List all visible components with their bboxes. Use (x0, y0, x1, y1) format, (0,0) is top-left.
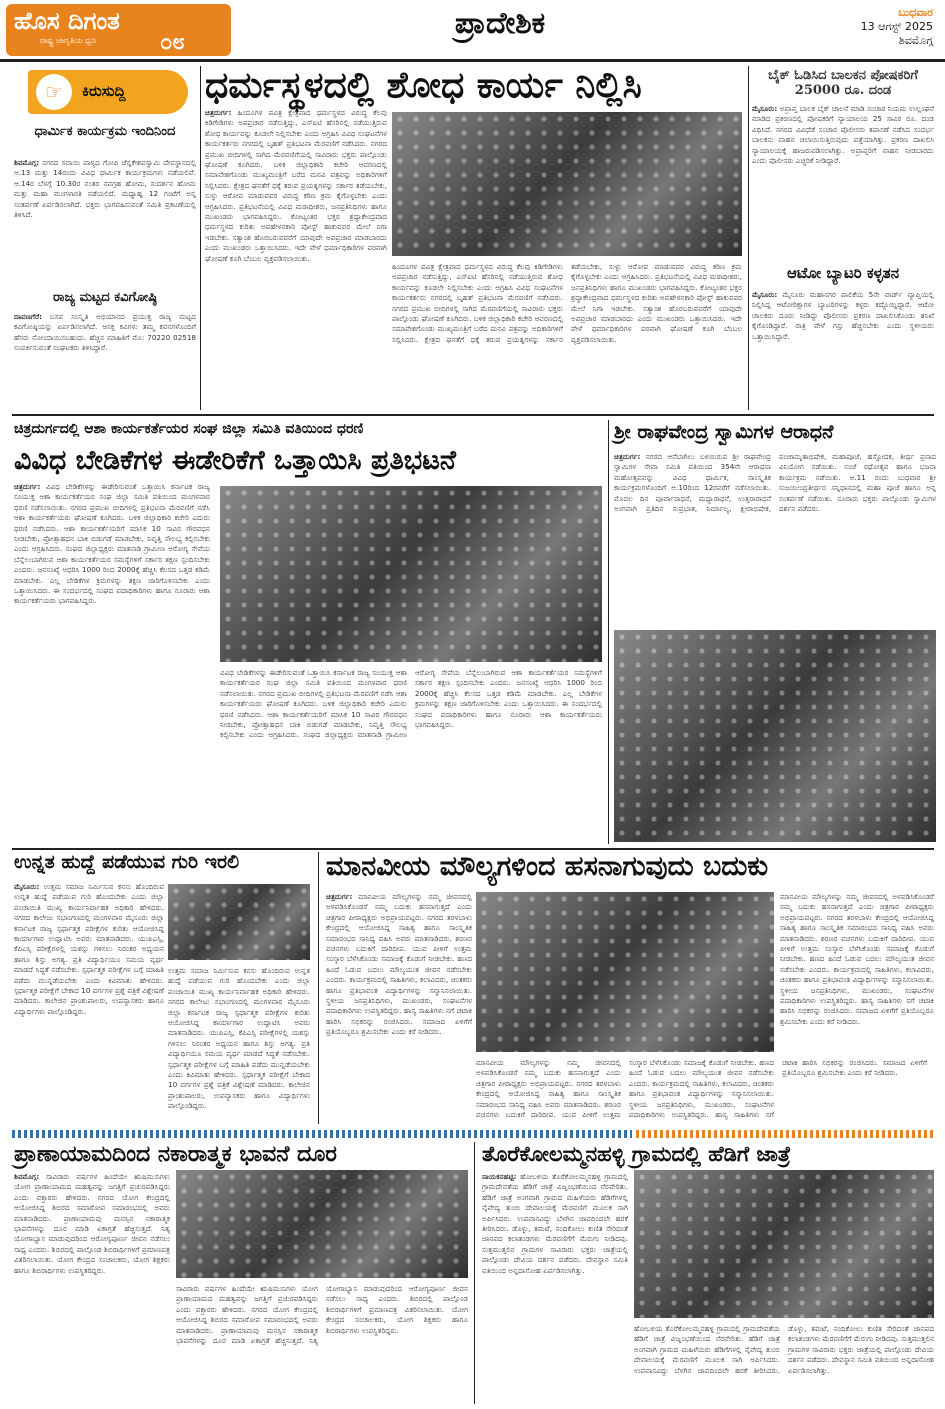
raghavendra-text: ನಗರದ ಆನೆಬಾಗಿಲು ಬಳಿಯಿರುವ ಶ್ರೀ ರಾಘವೇಂದ್ರ ಸ್ವಾಮಿಗಳ ಸೇವಾ ಸಮಿತಿ ವತಿಯಿಂದ 354ನೇ ಆರಾಧನಾ ಮಹೋತ್ಸವವನ್ನು ವಿವಿಧ ಧಾರ್ಮಿಕ, ಸಾಂಸ್ಕೃತಿಕ ಕಾರ್ಯಕ್ರಮಗಳೊಂದಿಗೆ ಆ.10ರಿಂದ 12ರವರೆಗೆ ನಡೆಸಲಾಯಿತು. ಮೊದಲ ದಿನ ಪೂರ್ವಾರಾಧನೆ, ಮಧ್ಯಾರಾಧನೆ, ಉತ್ತರಾರಾಧನೆ ಅಂಗವಾಗಿ ಪ್ರತಿದಿನ ಸುಪ್ರಭಾತ, ನಿರ್ಮಾಲ್ಯ, ಕ್ಷೀರಾಭಿಷೇಕ, ಪಂಚಾಮೃತಾಭಿಷೇಕ, ಮಹಾಪೂಜೆ, ಹಸ್ತೋದಕ, ತೀರ್ಥ ಪ್ರಸಾದ ವಿನಿಯೋಗ ನಡೆಯಿತು. ಸಂಜೆ ರಥೋತ್ಸವ ಹಾಗೂ ಭಜನಾ ಕಾರ್ಯಕ್ರಮ ನಡೆಯಿತು. ಆ.11 ರಂದು ಬುಧವಾರ ಶ್ರೀ ಸುಜಯೀಂದ್ರತೀರ್ಥರ ಸನ್ನಿಧಾನದಲ್ಲಿ ಮಹಾ ಪೂಜೆ ಹಾಗೂ ಅನ್ನ ಸಂತರ್ಪಣೆ ನಡೆಯಿತು. ನೂರಾರು ಭಕ್ತರು ಪಾಲ್ಗೊಂಡು ಸ್ವಾಮಿಗಳ ದರ್ಶನ ಪಡೆದರು. (614, 452, 936, 514)
logo-title: ಹೊಸ ದಿಗಂತ (14, 6, 120, 35)
asha-body-col1 (14, 482, 210, 842)
manaveeya-body-col1 (326, 892, 472, 1124)
pranayama-dateline: ಶಿವಮೊಗ್ಗ: (14, 1172, 40, 1181)
workshop-photo[interactable] (168, 884, 310, 960)
raghavendra-dateline: ಚಿತ್ರದುರ್ಗ: (614, 452, 641, 461)
manaveeya-text: ಮಾನವೀಯ ಮೌಲ್ಯಗಳನ್ನು ನಮ್ಮ ಜೀವನದಲ್ಲಿ ಅಳವಡಿಸಿಕೊಂಡರೆ ನಮ್ಮ ಬದುಕು ಹಸನಾಗುತ್ತದೆ ಎಂದು ಚಿತ್ರಗಾರ ಪೀಠಾಧ್ಯಕ್ಷರು ಅಭಿಪ್ರಾಯಪಟ್ಟರು. ನಗರದ ತರಳಬಾಳು ಕೇಂದ್ರದಲ್ಲಿ ಆಯೋಜಿಸಿದ್ದ ಸಾಹಿತ್ಯ ಹಾಗೂ ಸಾಂಸ್ಕೃತಿಕ ಸಮಾರಂಭದ ಸಾನಿಧ್ಯ ವಹಿಸಿ ಅವರು ಮಾತನಾಡಿದರು. ಶರಣರ ವಚನಗಳು ಬದುಕಿಗೆ ದಾರಿದೀಪ. ಯುವ ಪೀಳಿಗೆ ಉತ್ತಮ ಸಂಸ್ಕಾರ ಬೆಳೆಸಿಕೊಂಡು ಸಮಾಜಕ್ಕೆ ಕೊಡುಗೆ ನೀಡಬೇಕು. ಹಣದ ಹಿಂದೆ ಓಡುವ ಬದಲು ಮೌಲ್ಯಯುತ ಜೀವನ ನಡೆಸಬೇಕು ಎಂದರು. ಕಾರ್ಯಕ್ರಮದಲ್ಲಿ ಸಾಹಿತಿಗಳು, ಕಲಾವಿದರು, ಚಿಂತಕರು ಹಾಗೂ ಪ್ರತಿಭಾವಂತ ವಿದ್ಯಾರ್ಥಿಗಳನ್ನು ಸನ್ಮಾನಿಸಲಾಯಿತು. ಸ್ಥಳೀಯ ಜನಪ್ರತಿನಿಧಿಗಳು, ಮುಖಂಡರು, ಸಂಘಟನೆಗಳ ಪದಾಧಿಕಾರಿಗಳು ಉಪಸ್ಥಿತರಿದ್ದರು. ಹಾಸ್ಯ ಸಾಹಿತಿಗಳು ನಗೆ ಚಟಾಕಿ ಹಾರಿಸಿ ಸಭಿಕರನ್ನು ರಂಜಿಸಿದರು. ಸಮಾಜದ ಏಳಿಗೆಗೆ ಪ್ರತಿಯೊಬ್ಬರೂ ಶ್ರಮಿಸಬೇಕು ಎಂದು ಕರೆ ನೀಡಿದರು. (326, 892, 472, 1037)
day-label: ಬುಧವಾರ (898, 6, 933, 19)
lead-headline[interactable]: ಧರ್ಮಸ್ಥಳದಲ್ಲಿ ಶೋಧ ಕಾರ್ಯ ನಿಲ್ಲಿಸಿ (205, 64, 642, 106)
side-story1-text: ಅಪ್ರಾಪ್ತ ಬಾಲಕ ಬೈಕ್ ಚಾಲನೆ ಮಾಡಿ ಸಂಚಾರ ನಿಯಮ ಉಲ್ಲಂಘನೆ ಮಾಡಿದ ಪ್ರಕರಣದಲ್ಲಿ ಪೋಷಕರಿಗೆ ನ್ಯಾಯಾಲಯ 25 ಸಾವಿರ ರೂ. ದಂಡ ವಿಧಿಸಿದೆ. ನಗರದ ವಿವಿಧೆಡೆ ಸಂಚಾರ ಪೊಲೀಸರು ತಪಾಸಣೆ ನಡೆಸಿದ ಸಂದರ್ಭ ಬಾಲಕನು ವಾಹನ ಚಲಾಯಿಸುತ್ತಿರುವುದು ಪತ್ತೆಯಾಗಿತ್ತು. ಪ್ರಕರಣ ದಾಖಲಿಸಿ ನ್ಯಾಯಾಲಯಕ್ಕೆ ಹಾಜರುಪಡಿಸಲಾಗಿತ್ತು. ಅಪ್ರಾಪ್ತರಿಗೆ ವಾಹನ ನೀಡಬಾರದು ಎಂದು ಪೊಲೀಸರು ಎಚ್ಚರಿಕೆ ನೀಡಿದ್ದಾರೆ. (752, 104, 934, 166)
jatre-body-col2: ಹೋಬಳಿಯ ತೊರೆಕೋಲಮ್ಮನಹಳ್ಳಿ ಗ್ರಾಮದಲ್ಲಿ ಗ್ರಾಮದೇವತೆಯ ಹೆಡಿಗೆ ಜಾತ್ರೆ ವಿಜೃಂಭಣೆಯಿಂದ ನೆರವೇರಿತು. ಹೆಡಿಗೆ ಜಾತ್ರೆ ಅಂಗವಾಗಿ ಗ್ರಾಮದ ಮಹಿಳೆಯರು ಹೆಡಿಗೆಗಳಲ್ಲಿ ನೈವೇದ್ಯ ತುಂಬಿ ದೇವಾಲಯಕ್ಕೆ ಮೆರವಣಿಗೆ ಮೂಲಕ ಸಾಗಿ ಅರ್ಪಿಸಿದರು. ಉಪವಾಸವಿದ್ದು ಬೆಳಗಿನ ಜಾವದಿಂದಲೇ ಹರಕೆ ತೀರಿಸಿದರು. ಡೊಳ್ಳು, ತಮಟೆ, ನಂದಿಕೋಲು ಕುಣಿತ ಸೇರಿದಂತೆ ಜಾನಪದ ಕಲಾತಂಡಗಳು ಮೆರವಣಿಗೆಗೆ ಮೆರುಗು ನೀಡಿದವು. ಸುತ್ತಮುತ್ತಲಿನ ಗ್ರಾಮಗಳ ಸಾವಿರಾರು ಭಕ್ತರು ಜಾತ್ರೆಯಲ್ಲಿ ಪಾಲ್ಗೊಂಡು ದೇವಿಯ ದರ್ಶನ ಪಡೆದರು. ದೇವಸ್ಥಾನ ಸಮಿತಿ ವತಿಯಿಂದ ಅನ್ನದಾಸೋಹ ಏರ್ಪಡಿಸಲಾಗಿತ್ತು. (634, 1324, 934, 1375)
lead-dateline: ಚಿತ್ರದುರ್ಗ: (205, 108, 232, 117)
side-story2-text: ಮೈಸೂರು ಮಹಾನಗರ ಪಾಲಿಕೆಯ 5ನೇ ವಾರ್ಡ್ ವ್ಯಾಪ್ತಿಯಲ್ಲಿ ನಿಲ್ಲಿಸಿದ್ದ ಆಟೋರಿಕ್ಷಾಗಳ ಬ್ಯಾಟರಿಗಳನ್ನು ಕಳ್ಳರು ಕದ್ದೊಯ್ದಿದ್ದಾರೆ. ಆಟೋ ಚಾಲಕರು ದೂರು ನೀಡಿದ್ದು ಪೊಲೀಸರು ಪ್ರಕರಣ ದಾಖಲಿಸಿಕೊಂಡು ತನಿಖೆ ಕೈಗೊಂಡಿದ್ದಾರೆ. ರಾತ್ರಿ ವೇಳೆ ಗಸ್ತು ಹೆಚ್ಚಿಸಬೇಕು ಎಂದು ಸ್ಥಳೀಯರು ಒತ್ತಾಯಿಸಿದ್ದಾರೆ. (752, 290, 934, 341)
brief2-headline[interactable]: ರಾಜ್ಯ ಮಟ್ಟದ ಕವಿಗೋಷ್ಠಿ (53, 290, 157, 305)
unnata-text: ಉತ್ತಮ ಸಮಾಜ ನಿರ್ಮಿಸುವ ಕನಸು ಹೊಂದಿರುವ ಉನ್ನತ ಹುದ್ದೆ ಪಡೆಯುವ ಗುರಿ ಹೊಂದಬೇಕು ಎಂದು ಜಿಲ್ಲಾ ಪಂಚಾಯಿತಿ ಮುಖ್ಯ ಕಾರ್ಯನಿರ್ವಾಹಕ ಅಧಿಕಾರಿ ಹೇಳಿದರು. ನಗರದ ಕಾಲೇಜು ಸಭಾಂಗಣದಲ್ಲಿ ಮಂಗಳವಾರ ಮೈಸೂರು ಜಿಲ್ಲಾ ಕರ್ನಾಟಕ ರಾಜ್ಯ ಸ್ಪರ್ಧಾತ್ಮಕ ಪರೀಕ್ಷೆಗಳ ಕುರಿತು ಆಯೋಜಿಸಿದ್ದ ಕಾರ್ಯಾಗಾರ ಉದ್ಘಾಟಿಸಿ ಅವರು ಮಾತನಾಡಿದರು. ಯುಪಿಎಸ್ಸಿ, ಕೆಪಿಎಸ್ಸಿ ಪರೀಕ್ಷೆಗಳಲ್ಲಿ ಯಶಸ್ಸು ಗಳಿಸಲು ನಿರಂತರ ಅಧ್ಯಯನ ಹಾಗೂ ಶಿಸ್ತು ಅಗತ್ಯ. ಪ್ರತಿ ವಿದ್ಯಾರ್ಥಿಯೂ ಸಮಯ ವ್ಯರ್ಥ ಮಾಡದೆ ಸಿದ್ಧತೆ ನಡೆಸಬೇಕು. ಸ್ಪರ್ಧಾತ್ಮಕ ಪರೀಕ್ಷೆಗಳ ಬಗ್ಗೆ ಮಾಹಿತಿ ಪಡೆದು ಮುನ್ನಡೆಯಬೇಕು ಎಂದು ಕಿವಿಮಾತು ಹೇಳಿದರು. ಸ್ಪರ್ಧಾತ್ಮಕ ಪರೀಕ್ಷೆಗೆ ಬೇಕಾದ 10 ವರ್ಗಗಳ ಪ್ರಶ್ನೆ ಪತ್ರಿಕೆ ವಿಶ್ಲೇಷಣೆ ಮಾಡಿದರು. ಕಾಲೇಜಿನ ಪ್ರಾಂಶುಪಾಲರು, ಉಪನ್ಯಾಸಕರು ಹಾಗೂ ವಿದ್ಯಾರ್ಥಿಗಳು ಪಾಲ್ಗೊಂಡಿದ್ದರು. (14, 882, 164, 1016)
section-divider (12, 848, 934, 850)
brief1-headline[interactable]: ಧಾರ್ಮಿಕ ಕಾರ್ಯಕ್ರಮ ಇಂದಿನಿಂದ (34, 124, 176, 139)
brief1-dateline: ಶಿವಮೊಗ್ಗ: (14, 158, 40, 167)
section-divider (12, 414, 934, 416)
hand-point-icon: ☞ (36, 74, 72, 110)
jatre-headline[interactable]: ತೊರೆಕೋಲಮ್ಮನಹಳ್ಳಿ ಗ್ರಾಮದಲ್ಲಿ ಹೆಡಿಗೆ ಜಾತ್ರೆ (482, 1141, 791, 1166)
asha-body-col2: ವಿವಿಧ ಬೇಡಿಕೆಗಳನ್ನು ಈಡೇರಿಸುವಂತೆ ಒತ್ತಾಯಿಸಿ ಕರ್ನಾಟಕ ರಾಜ್ಯ ಸಂಯುಕ್ತ ಆಶಾ ಕಾರ್ಯಕರ್ತೆಯರ ಸಂಘ ಜಿಲ್ಲಾ ಸಮಿತಿ ವತಿಯಿಂದ ಮಂಗಳವಾರ ಧರಣಿ ನಡೆಸಲಾಯಿತು. ನಗರದ ಪ್ರಮುಖ ಬೀದಿಗಳಲ್ಲಿ ಪ್ರತಿಭಟನಾ ಮೆರವಣಿಗೆ ನಡೆಸಿ ಆಶಾ ಕಾರ್ಯಕರ್ತೆಯರು ಘೋಷಣೆ ಕೂಗಿದರು. ಬಳಿಕ ಜಿಲ್ಲಾಧಿಕಾರಿ ಕಚೇರಿ ಎದುರು ಧರಣಿ ನಡೆಸಿದರು. ಆಶಾ ಕಾರ್ಯಕರ್ತೆಯರಿಗೆ ಮಾಸಿಕ 10 ಸಾವಿರ ಗೌರವಧನ ನೀಡಬೇಕು, ಪ್ರೋತ್ಸಾಹಧನ ಬಾಕಿ ಬಿಡುಗಡೆ ಮಾಡಬೇಕು, ನಿವೃತ್ತಿ ಸೌಲಭ್ಯ ಕಲ್ಪಿಸಬೇಕು ಎಂದು ಆಗ್ರಹಿಸಿದರು. ಸಂಘದ ಜಿಲ್ಲಾಧ್ಯಕ್ಷರು ಮಾತನಾಡಿ ಗ್ರಾಮೀಣ ಆರೋಗ್ಯ ಸೇವೆಯ ಬೆನ್ನೆಲುಬಾಗಿರುವ ಆಶಾ ಕಾರ್ಯಕರ್ತೆಯರ ಸಮಸ್ಯೆಗಳಿಗೆ ಸರ್ಕಾರ ತಕ್ಷಣ ಸ್ಪಂದಿಸಬೇಕು ಎಂದರು. ಜನಸಂಖ್ಯೆ ಆಧರಿಸಿ 1000 ರಿಂದ 2000ಕ್ಕೆ ಹೆಚ್ಚಿಸಿ ಕೆಲಸದ ಒತ್ತಡ ಕಡಿಮೆ ಮಾಡಬೇಕು. ಎಲ್ಲ ಬೇಡಿಕೆಗಳ ಕ್ರಮಗಳನ್ನು ತಕ್ಷಣ ಜಾರಿಗೊಳಿಸಬೇಕು ಎಂದು ಒತ್ತಾಯಿಸಿದರು. ಈ ಸಂದರ್ಭದಲ್ಲಿ ಸಂಘದ ಪದಾಧಿಕಾರಿಗಳು ಹಾಗೂ ನೂರಾರು ಆಶಾ ಕಾರ್ಯಕರ್ತೆಯರು ಭಾಗವಹಿಸಿದ್ದರು. (220, 668, 602, 740)
raghavendra-headline[interactable]: ಶ್ರೀ ರಾಘವೇಂದ್ರ ಸ್ವಾಮಿಗಳ ಆರಾಧನೆ (614, 421, 834, 443)
column-divider (748, 66, 749, 410)
aradhane-crowd-photo[interactable] (614, 630, 936, 842)
brief1-text: ನಗರದ ಸವಾಯಿ ಪಾಳ್ಯದ ಗೋಪಿ ಚೆನ್ನಕೇಶವಸ್ವಾಮಿ ದೇವಸ್ಥಾನದಲ್ಲಿ ಆ.13 ಮತ್ತು 14ರಂದು ವಿವಿಧ ಧಾರ್ಮಿಕ ಕಾರ್ಯಕ್ರಮಗಳು ನಡೆಯಲಿವೆ. ಆ.14ರ ಬೆಳಗ್ಗೆ 10.30ರ ನಂತರ ನವಗ್ರಹ ಹೋಮ, ಸುದರ್ಶನ ಹೋಮ ಮತ್ತು ಮಹಾ ಮಂಗಳಾರತಿ ನಡೆಯಲಿದೆ. ಮಧ್ಯಾಹ್ನ 12 ಗಂಟೆಗೆ ಅನ್ನ ಸಂತರ್ಪಣೆ ಏರ್ಪಡಿಸಲಾಗಿದೆ. ಭಕ್ತರು ಭಾಗವಹಿಸುವಂತೆ ಸಮಿತಿ ಪ್ರಕಟಣೆಯಲ್ಲಿ ತಿಳಿಸಿದೆ. (14, 158, 196, 220)
manaveeya-headline[interactable]: ಮಾನವೀಯ ಮೌಲ್ಯಗಳಿಂದ ಹಸನಾಗುವುದು ಬದುಕು (326, 851, 769, 882)
logo-tagline: ರಾಷ್ಟ್ರ ಜಾಗೃತಿಯ ಧ್ವನಿ (40, 36, 97, 45)
date-label: 13 ಆಗಸ್ಟ್ 2025 (860, 20, 933, 33)
column-divider (318, 852, 319, 1124)
felicitation-photo[interactable] (476, 892, 774, 1052)
column-divider (608, 420, 609, 844)
side-story1-body (752, 104, 934, 260)
edition-label: ಶಿವಮೊಗ್ಗ (898, 34, 933, 47)
unnata-headline[interactable]: ಉನ್ನತ ಹುದ್ದೆ ಪಡೆಯುವ ಗುರಿ ಇರಲಿ (14, 851, 240, 873)
side-story1-headline[interactable]: ಬೈಕ್ ಓಡಿಸಿದ ಬಾಲಕನ ಪೋಷಕರಿಗೆ 25000 ರೂ. ದಂಡ (768, 68, 918, 98)
side-story2-headline[interactable]: ಆಟೋ ಬ್ಯಾಟರಿ ಕಳ್ಳತನ (786, 264, 900, 282)
unnata-body-col2: ಉತ್ತಮ ಸಮಾಜ ನಿರ್ಮಿಸುವ ಕನಸು ಹೊಂದಿರುವ ಉನ್ನತ ಹುದ್ದೆ ಪಡೆಯುವ ಗುರಿ ಹೊಂದಬೇಕು ಎಂದು ಜಿಲ್ಲಾ ಪಂಚಾಯಿತಿ ಮುಖ್ಯ ಕಾರ್ಯನಿರ್ವಾಹಕ ಅಧಿಕಾರಿ ಹೇಳಿದರು. ನಗರದ ಕಾಲೇಜು ಸಭಾಂಗಣದಲ್ಲಿ ಮಂಗಳವಾರ ಮೈಸೂರು ಜಿಲ್ಲಾ ಕರ್ನಾಟಕ ರಾಜ್ಯ ಸ್ಪರ್ಧಾತ್ಮಕ ಪರೀಕ್ಷೆಗಳ ಕುರಿತು ಆಯೋಜಿಸಿದ್ದ ಕಾರ್ಯಾಗಾರ ಉದ್ಘಾಟಿಸಿ ಅವರು ಮಾತನಾಡಿದರು. ಯುಪಿಎಸ್ಸಿ, ಕೆಪಿಎಸ್ಸಿ ಪರೀಕ್ಷೆಗಳಲ್ಲಿ ಯಶಸ್ಸು ಗಳಿಸಲು ನಿರಂತರ ಅಧ್ಯಯನ ಹಾಗೂ ಶಿಸ್ತು ಅಗತ್ಯ. ಪ್ರತಿ ವಿದ್ಯಾರ್ಥಿಯೂ ಸಮಯ ವ್ಯರ್ಥ ಮಾಡದೆ ಸಿದ್ಧತೆ ನಡೆಸಬೇಕು. ಸ್ಪರ್ಧಾತ್ಮಕ ಪರೀಕ್ಷೆಗಳ ಬಗ್ಗೆ ಮಾಹಿತಿ ಪಡೆದು ಮುನ್ನಡೆಯಬೇಕು ಎಂದು ಕಿವಿಮಾತು ಹೇಳಿದರು. ಸ್ಪರ್ಧಾತ್ಮಕ ಪರೀಕ್ಷೆಗೆ ಬೇಕಾದ 10 ವರ್ಗಗಳ ಪ್ರಶ್ನೆ ಪತ್ರಿಕೆ ವಿಶ್ಲೇಷಣೆ ಮಾಡಿದರು. ಕಾಲೇಜಿನ ಪ್ರಾಂಶುಪಾಲರು, ಉಪನ್ಯಾಸಕರು ಹಾಗೂ ವಿದ್ಯಾರ್ಥಿಗಳು ಪಾಲ್ಗೊಂಡಿದ್ದರು. (168, 966, 310, 1111)
unnata-dateline: ಮೈಸೂರು: (14, 882, 40, 891)
brief2-text: ಬಸವ ಸಂಸ್ಕೃತಿ ಅಭಿಯಾನದ ಪ್ರಯುಕ್ತ ರಾಜ್ಯ ಮಟ್ಟದ ಕವಿಗೋಷ್ಠಿಯನ್ನು ಏರ್ಪಡಿಸಲಾಗಿದೆ. ಆಸಕ್ತ ಕವಿಗಳು ತಮ್ಮ ಕವನಗಳೊಂದಿಗೆ ಹೆಸರು ನೋಂದಾಯಿಸಬಹುದು. ಹೆಚ್ಚಿನ ಮಾಹಿತಿಗೆ ಮೊ: 70220 02518 ಸಂಪರ್ಕಿಸುವಂತೆ ಸಂಘಟಕರು ತಿಳಿಸಿದ್ದಾರೆ. (14, 312, 196, 353)
brief2-dateline: ದಾವಣಗೆರೆ: (14, 312, 43, 321)
brief2-body (14, 312, 196, 410)
column-divider (474, 1142, 475, 1404)
asha-protest-photo[interactable] (220, 486, 602, 662)
pranayama-body-col1 (14, 1172, 170, 1404)
pranayama-headline[interactable]: ಪ್ರಾಣಾಯಾಮದಿಂದ ನಕಾರಾತ್ಮಕ ಭಾವನೆ ದೂರ (14, 1141, 337, 1167)
manaveeya-body-col2: ಮಾನವೀಯ ಮೌಲ್ಯಗಳನ್ನು ನಮ್ಮ ಜೀವನದಲ್ಲಿ ಅಳವಡಿಸಿಕೊಂಡರೆ ನಮ್ಮ ಬದುಕು ಹಸನಾಗುತ್ತದೆ ಎಂದು ಚಿತ್ರಗಾರ ಪೀಠಾಧ್ಯಕ್ಷರು ಅಭಿಪ್ರಾಯಪಟ್ಟರು. ನಗರದ ತರಳಬಾಳು ಕೇಂದ್ರದಲ್ಲಿ ಆಯೋಜಿಸಿದ್ದ ಸಾಹಿತ್ಯ ಹಾಗೂ ಸಾಂಸ್ಕೃತಿಕ ಸಮಾರಂಭದ ಸಾನಿಧ್ಯ ವಹಿಸಿ ಅವರು ಮಾತನಾಡಿದರು. ಶರಣರ ವಚನಗಳು ಬದುಕಿಗೆ ದಾರಿದೀಪ. ಯುವ ಪೀಳಿಗೆ ಉತ್ತಮ ಸಂಸ್ಕಾರ ಬೆಳೆಸಿಕೊಂಡು ಸಮಾಜಕ್ಕೆ ಕೊಡುಗೆ ನೀಡಬೇಕು. ಹಣದ ಹಿಂದೆ ಓಡುವ ಬದಲು ಮೌಲ್ಯಯುತ ಜೀವನ ನಡೆಸಬೇಕು ಎಂದರು. ಕಾರ್ಯಕ್ರಮದಲ್ಲಿ ಸಾಹಿತಿಗಳು, ಕಲಾವಿದರು, ಚಿಂತಕರು ಹಾಗೂ ಪ್ರತಿಭಾವಂತ ವಿದ್ಯಾರ್ಥಿಗಳನ್ನು ಸನ್ಮಾನಿಸಲಾಯಿತು. ಸ್ಥಳೀಯ ಜನಪ್ರತಿನಿಧಿಗಳು, ಮುಖಂಡರು, ಸಂಘಟನೆಗಳ ಪದಾಧಿಕಾರಿಗಳು ಉಪಸ್ಥಿತರಿದ್ದರು. ಹಾಸ್ಯ ಸಾಹಿತಿಗಳು ನಗೆ ಚಟಾಕಿ ಹಾರಿಸಿ ಸಭಿಕರನ್ನು ರಂಜಿಸಿದರು. ಸಮಾಜದ ಏಳಿಗೆಗೆ ಪ್ರತಿಯೊಬ್ಬರೂ ಶ್ರಮಿಸಬೇಕು ಎಂದು ಕರೆ ನೀಡಿದರು. (476, 1058, 927, 1120)
side-story1-dateline: ಮೈಸೂರು: (752, 104, 778, 113)
jatre-body-col1 (482, 1172, 628, 1404)
protest-march-photo[interactable] (392, 112, 742, 256)
side-story2-dateline: ಮೈಸೂರು: (752, 290, 778, 299)
side-story2-body (752, 290, 934, 410)
asha-dateline: ಚಿತ್ರದುರ್ಗ: (14, 482, 41, 491)
asha-kicker: ಚಿತ್ರದುರ್ಗದಲ್ಲಿ ಆಶಾ ಕಾರ್ಯಕರ್ತೆಯರ ಸಂಘ ಜಿಲ್ಲಾ ಸಮಿತಿ ವತಿಯಿಂದ ಧರಣಿ (14, 421, 364, 437)
manaveeya-dateline: ಚಿತ್ರದುರ್ಗ: (326, 892, 353, 901)
yoga-camp-photo[interactable] (176, 1170, 468, 1278)
decorative-stripe (12, 1130, 632, 1138)
brief1-body (14, 158, 196, 280)
unnata-body-col1 (14, 882, 164, 1122)
manaveeya-body-col3: ಮಾನವೀಯ ಮೌಲ್ಯಗಳನ್ನು ನಮ್ಮ ಜೀವನದಲ್ಲಿ ಅಳವಡಿಸಿಕೊಂಡರೆ ನಮ್ಮ ಬದುಕು ಹಸನಾಗುತ್ತದೆ ಎಂದು ಚಿತ್ರಗಾರ ಪೀಠಾಧ್ಯಕ್ಷರು ಅಭಿಪ್ರಾಯಪಟ್ಟರು. ನಗರದ ತರಳಬಾಳು ಕೇಂದ್ರದಲ್ಲಿ ಆಯೋಜಿಸಿದ್ದ ಸಾಹಿತ್ಯ ಹಾಗೂ ಸಾಂಸ್ಕೃತಿಕ ಸಮಾರಂಭದ ಸಾನಿಧ್ಯ ವಹಿಸಿ ಅವರು ಮಾತನಾಡಿದರು. ಶರಣರ ವಚನಗಳು ಬದುಕಿಗೆ ದಾರಿದೀಪ. ಯುವ ಪೀಳಿಗೆ ಉತ್ತಮ ಸಂಸ್ಕಾರ ಬೆಳೆಸಿಕೊಂಡು ಸಮಾಜಕ್ಕೆ ಕೊಡುಗೆ ನೀಡಬೇಕು. ಹಣದ ಹಿಂದೆ ಓಡುವ ಬದಲು ಮೌಲ್ಯಯುತ ಜೀವನ ನಡೆಸಬೇಕು ಎಂದರು. ಕಾರ್ಯಕ್ರಮದಲ್ಲಿ ಸಾಹಿತಿಗಳು, ಕಲಾವಿದರು, ಚಿಂತಕರು ಹಾಗೂ ಪ್ರತಿಭಾವಂತ ವಿದ್ಯಾರ್ಥಿಗಳನ್ನು ಸನ್ಮಾನಿಸಲಾಯಿತು. ಸ್ಥಳೀಯ ಜನಪ್ರತಿನಿಧಿಗಳು, ಮುಖಂಡರು, ಸಂಘಟನೆಗಳ ಪದಾಧಿಕಾರಿಗಳು ಉಪಸ್ಥಿತರಿದ್ದರು. ಹಾಸ್ಯ ಸಾಹಿತಿಗಳು ನಗೆ ಚಟಾಕಿ ಹಾರಿಸಿ ಸಭಿಕರನ್ನು ರಂಜಿಸಿದರು. ಸಮಾಜದ ಏಳಿಗೆಗೆ ಪ್ರತಿಯೊಬ್ಬರೂ ಶ್ರಮಿಸಬೇಕು ಎಂದು ಕರೆ ನೀಡಿದರು. (780, 892, 934, 1026)
raghavendra-body (614, 452, 936, 624)
jatre-dateline: ನಾಯಕನಹಟ್ಟಿ: (482, 1172, 517, 1181)
asha-headline[interactable]: ವಿವಿಧ ಬೇಡಿಕೆಗಳ ಈಡೇರಿಕೆಗೆ ಒತ್ತಾಯಿಸಿ ಪ್ರತಿಭಟನೆ (14, 445, 456, 476)
jatre-text: ಹೋಬಳಿಯ ತೊರೆಕೋಲಮ್ಮನಹಳ್ಳಿ ಗ್ರಾಮದಲ್ಲಿ ಗ್ರಾಮದೇವತೆಯ ಹೆಡಿಗೆ ಜಾತ್ರೆ ವಿಜೃಂಭಣೆಯಿಂದ ನೆರವೇರಿತು. ಹೆಡಿಗೆ ಜಾತ್ರೆ ಅಂಗವಾಗಿ ಗ್ರಾಮದ ಮಹಿಳೆಯರು ಹೆಡಿಗೆಗಳಲ್ಲಿ ನೈವೇದ್ಯ ತುಂಬಿ ದೇವಾಲಯಕ್ಕೆ ಮೆರವಣಿಗೆ ಮೂಲಕ ಸಾಗಿ ಅರ್ಪಿಸಿದರು. ಉಪವಾಸವಿದ್ದು ಬೆಳಗಿನ ಜಾವದಿಂದಲೇ ಹರಕೆ ತೀರಿಸಿದರು. ಡೊಳ್ಳು, ತಮಟೆ, ನಂದಿಕೋಲು ಕುಣಿತ ಸೇರಿದಂತೆ ಜಾನಪದ ಕಲಾತಂಡಗಳು ಮೆರವಣಿಗೆಗೆ ಮೆರುಗು ನೀಡಿದವು. ಸುತ್ತಮುತ್ತಲಿನ ಗ್ರಾಮಗಳ ಸಾವಿರಾರು ಭಕ್ತರು ಜಾತ್ರೆಯಲ್ಲಿ ಪಾಲ್ಗೊಂಡು ದೇವಿಯ ದರ್ಶನ ಪಡೆದರು. ದೇವಸ್ಥಾನ ಸಮಿತಿ ವತಿಯಿಂದ ಅನ್ನದಾಸೋಹ ಏರ್ಪಡಿಸಲಾಗಿತ್ತು. (482, 1172, 628, 1275)
column-divider (200, 66, 201, 410)
lead-text: ಹಿಂದೂಗಳ ಪವಿತ್ರ ಕ್ಷೇತ್ರವಾದ ಧರ್ಮಸ್ಥಳದ ವಿರುದ್ಧ ಕೆಲವು ಕಿಡಿಗೇಡಿಗಳು ಅಪಪ್ರಚಾರ ನಡೆಸುತ್ತಿದ್ದು, ಎಸ್ಐಟಿ ಹೆಸರಿನಲ್ಲಿ ನಡೆಯುತ್ತಿರುವ ಶೋಧ ಕಾರ್ಯವನ್ನು ಕೂಡಲೇ ನಿಲ್ಲಿಸಬೇಕು ಎಂದು ಆಗ್ರಹಿಸಿ ವಿವಿಧ ಸಂಘಟನೆಗಳ ಕಾರ್ಯಕರ್ತರು ನಗರದಲ್ಲಿ ಬೃಹತ್ ಪ್ರತಿಭಟನಾ ಮೆರವಣಿಗೆ ನಡೆಸಿದರು. ನಗರದ ಪ್ರಮುಖ ಬೀದಿಗಳಲ್ಲಿ ಸಾಗಿದ ಮೆರವಣಿಗೆಯಲ್ಲಿ ಸಾವಿರಾರು ಭಕ್ತರು ಪಾಲ್ಗೊಂಡು ಘೋಷಣೆ ಕೂಗಿದರು. ಬಳಿಕ ಜಿಲ್ಲಾಧಿಕಾರಿ ಕಚೇರಿ ಆವರಣದಲ್ಲಿ ಸಮಾವೇಶಗೊಂಡು ಮುಖ್ಯಮಂತ್ರಿಗೆ ಬರೆದ ಮನವಿ ಪತ್ರವನ್ನು ಅಧಿಕಾರಿಗಳಿಗೆ ಸಲ್ಲಿಸಿದರು. ಕ್ಷೇತ್ರದ ಘನತೆಗೆ ಧಕ್ಕೆ ತರುವ ಪ್ರಯತ್ನಗಳನ್ನು ಸರ್ಕಾರ ತಡೆಯಬೇಕು, ಸುಳ್ಳು ಆರೋಪ ಮಾಡುವವರ ವಿರುದ್ಧ ಕಠಿಣ ಕ್ರಮ ಕೈಗೊಳ್ಳಬೇಕು ಎಂದು ಆಗ್ರಹಿಸಿದರು. ಪ್ರತಿಭಟನೆಯಲ್ಲಿ ವಿವಿಧ ಮಠಾಧೀಶರು, ಜನಪ್ರತಿನಿಧಿಗಳು ಹಾಗೂ ಮುಖಂಡರು ಭಾಗವಹಿಸಿದ್ದರು. ಕೋಟ್ಯಂತರ ಭಕ್ತರ ಶ್ರದ್ಧಾಕೇಂದ್ರವಾದ ಧರ್ಮಸ್ಥಳದ ಕುರಿತು ಅವಹೇಳನಕಾರಿ ಪೋಸ್ಟ್ ಹಾಕುವವರ ಮೇಲೆ ನಿಗಾ ಇಡಬೇಕು. ಸತ್ಯಾಂಶ ಹೊರಬರುವವರೆಗೆ ಯಾವುದೇ ಅಪಪ್ರಚಾರ ಮಾಡಬಾರದು ಎಂದು ಮುಖಂಡರು ಒತ್ತಾಯಿಸಿದರು. ಇದೇ ವೇಳೆ ಧರ್ಮಾಧಿಕಾರಿಗಳ ಪರವಾಗಿ ಘೋಷಣೆ ಕೂಗಿ ಬೆಂಬಲ ವ್ಯಕ್ತಪಡಿಸಲಾಯಿತು. (205, 108, 387, 263)
page-number: ೦೮ (160, 30, 185, 55)
lead-body-col1 (205, 108, 387, 410)
kiru-suddi-label: ಕಿರುಸುದ್ದಿ (82, 82, 126, 100)
pranayama-body-col2: ಸಾವಿರಾರು ವರ್ಷಗಳ ಹಿಂದೆಯೇ ಋಷಿಮುನಿಗಳು ಯೋಗ ಪ್ರಾಣಾಯಾಮದ ಮಹತ್ವವನ್ನು ಜಗತ್ತಿಗೆ ಪ್ರಚುರಪಡಿಸಿದ್ದರು ಎಂದು ವಕ್ತಾರರು ಹೇಳಿದರು. ನಗರದ ಯೋಗ ಕೇಂದ್ರದಲ್ಲಿ ಆಯೋಜಿಸಿದ್ದ ಶಿಬಿರದ ಸಮಾರೋಪ ಸಮಾರಂಭದಲ್ಲಿ ಅವರು ಮಾತನಾಡಿದರು. ಪ್ರಾಣಾಯಾಮವು ಮನಸ್ಸಿನ ನಕಾರಾತ್ಮಕ ಭಾವನೆಗಳನ್ನು ದೂರ ಮಾಡಿ ಏಕಾಗ್ರತೆ ಹೆಚ್ಚಿಸುತ್ತದೆ. ನಿತ್ಯ ಯೋಗಾಭ್ಯಾಸ ಮಾಡುವುದರಿಂದ ಆರೋಗ್ಯಪೂರ್ಣ ಜೀವನ ನಡೆಸಲು ಸಾಧ್ಯ ಎಂದರು. ಶಿಬಿರದಲ್ಲಿ ಪಾಲ್ಗೊಂಡ ಶಿಬಿರಾರ್ಥಿಗಳಿಗೆ ಪ್ರಮಾಣಪತ್ರ ವಿತರಿಸಲಾಯಿತು. ಯೋಗ ಕೇಂದ್ರದ ಸಂಚಾಲಕರು, ಯೋಗ ಶಿಕ್ಷಕರು ಹಾಗೂ ಶಿಬಿರಾರ್ಥಿಗಳು ಉಪಸ್ಥಿತರಿದ್ದರು. (176, 1284, 468, 1346)
pranayama-text: ಸಾವಿರಾರು ವರ್ಷಗಳ ಹಿಂದೆಯೇ ಋಷಿಮುನಿಗಳು ಯೋಗ ಪ್ರಾಣಾಯಾಮದ ಮಹತ್ವವನ್ನು ಜಗತ್ತಿಗೆ ಪ್ರಚುರಪಡಿಸಿದ್ದರು ಎಂದು ವಕ್ತಾರರು ಹೇಳಿದರು. ನಗರದ ಯೋಗ ಕೇಂದ್ರದಲ್ಲಿ ಆಯೋಜಿಸಿದ್ದ ಶಿಬಿರದ ಸಮಾರೋಪ ಸಮಾರಂಭದಲ್ಲಿ ಅವರು ಮಾತನಾಡಿದರು. ಪ್ರಾಣಾಯಾಮವು ಮನಸ್ಸಿನ ನಕಾರಾತ್ಮಕ ಭಾವನೆಗಳನ್ನು ದೂರ ಮಾಡಿ ಏಕಾಗ್ರತೆ ಹೆಚ್ಚಿಸುತ್ತದೆ. ನಿತ್ಯ ಯೋಗಾಭ್ಯಾಸ ಮಾಡುವುದರಿಂದ ಆರೋಗ್ಯಪೂರ್ಣ ಜೀವನ ನಡೆಸಲು ಸಾಧ್ಯ ಎಂದರು. ಶಿಬಿರದಲ್ಲಿ ಪಾಲ್ಗೊಂಡ ಶಿಬಿರಾರ್ಥಿಗಳಿಗೆ ಪ್ರಮಾಣಪತ್ರ ವಿತರಿಸಲಾಯಿತು. ಯೋಗ ಕೇಂದ್ರದ ಸಂಚಾಲಕರು, ಯೋಗ ಶಿಕ್ಷಕರು ಹಾಗೂ ಶಿಬಿರಾರ್ಥಿಗಳು ಉಪಸ್ಥಿತರಿದ್ದರು. (14, 1172, 170, 1275)
decorative-stripe (636, 1130, 934, 1138)
dateline-box (861, 6, 933, 48)
asha-text: ವಿವಿಧ ಬೇಡಿಕೆಗಳನ್ನು ಈಡೇರಿಸುವಂತೆ ಒತ್ತಾಯಿಸಿ ಕರ್ನಾಟಕ ರಾಜ್ಯ ಸಂಯುಕ್ತ ಆಶಾ ಕಾರ್ಯಕರ್ತೆಯರ ಸಂಘ ಜಿಲ್ಲಾ ಸಮಿತಿ ವತಿಯಿಂದ ಮಂಗಳವಾರ ಧರಣಿ ನಡೆಸಲಾಯಿತು. ನಗರದ ಪ್ರಮುಖ ಬೀದಿಗಳಲ್ಲಿ ಪ್ರತಿಭಟನಾ ಮೆರವಣಿಗೆ ನಡೆಸಿ ಆಶಾ ಕಾರ್ಯಕರ್ತೆಯರು ಘೋಷಣೆ ಕೂಗಿದರು. ಬಳಿಕ ಜಿಲ್ಲಾಧಿಕಾರಿ ಕಚೇರಿ ಎದುರು ಧರಣಿ ನಡೆಸಿದರು. ಆಶಾ ಕಾರ್ಯಕರ್ತೆಯರಿಗೆ ಮಾಸಿಕ 10 ಸಾವಿರ ಗೌರವಧನ ನೀಡಬೇಕು, ಪ್ರೋತ್ಸಾಹಧನ ಬಾಕಿ ಬಿಡುಗಡೆ ಮಾಡಬೇಕು, ನಿವೃತ್ತಿ ಸೌಲಭ್ಯ ಕಲ್ಪಿಸಬೇಕು ಎಂದು ಆಗ್ರಹಿಸಿದರು. ಸಂಘದ ಜಿಲ್ಲಾಧ್ಯಕ್ಷರು ಮಾತನಾಡಿ ಗ್ರಾಮೀಣ ಆರೋಗ್ಯ ಸೇವೆಯ ಬೆನ್ನೆಲುಬಾಗಿರುವ ಆಶಾ ಕಾರ್ಯಕರ್ತೆಯರ ಸಮಸ್ಯೆಗಳಿಗೆ ಸರ್ಕಾರ ತಕ್ಷಣ ಸ್ಪಂದಿಸಬೇಕು ಎಂದರು. ಜನಸಂಖ್ಯೆ ಆಧರಿಸಿ 1000 ರಿಂದ 2000ಕ್ಕೆ ಹೆಚ್ಚಿಸಿ ಕೆಲಸದ ಒತ್ತಡ ಕಡಿಮೆ ಮಾಡಬೇಕು. ಎಲ್ಲ ಬೇಡಿಕೆಗಳ ಕ್ರಮಗಳನ್ನು ತಕ್ಷಣ ಜಾರಿಗೊಳಿಸಬೇಕು ಎಂದು ಒತ್ತಾಯಿಸಿದರು. ಈ ಸಂದರ್ಭದಲ್ಲಿ ಸಂಘದ ಪದಾಧಿಕಾರಿಗಳು ಹಾಗೂ ನೂರಾರು ಆಶಾ ಕಾರ್ಯಕರ್ತೆಯರು ಭಾಗವಹಿಸಿದ್ದರು. (14, 482, 210, 606)
section-title: ಪ್ರಾದೇಶಿಕ (454, 6, 546, 41)
lead-body-col2: ಹಿಂದೂಗಳ ಪವಿತ್ರ ಕ್ಷೇತ್ರವಾದ ಧರ್ಮಸ್ಥಳದ ವಿರುದ್ಧ ಕೆಲವು ಕಿಡಿಗೇಡಿಗಳು ಅಪಪ್ರಚಾರ ನಡೆಸುತ್ತಿದ್ದು, ಎಸ್ಐಟಿ ಹೆಸರಿನಲ್ಲಿ ನಡೆಯುತ್ತಿರುವ ಶೋಧ ಕಾರ್ಯವನ್ನು ಕೂಡಲೇ ನಿಲ್ಲಿಸಬೇಕು ಎಂದು ಆಗ್ರಹಿಸಿ ವಿವಿಧ ಸಂಘಟನೆಗಳ ಕಾರ್ಯಕರ್ತರು ನಗರದಲ್ಲಿ ಬೃಹತ್ ಪ್ರತಿಭಟನಾ ಮೆರವಣಿಗೆ ನಡೆಸಿದರು. ನಗರದ ಪ್ರಮುಖ ಬೀದಿಗಳಲ್ಲಿ ಸಾಗಿದ ಮೆರವಣಿಗೆಯಲ್ಲಿ ಸಾವಿರಾರು ಭಕ್ತರು ಪಾಲ್ಗೊಂಡು ಘೋಷಣೆ ಕೂಗಿದರು. ಬಳಿಕ ಜಿಲ್ಲಾಧಿಕಾರಿ ಕಚೇರಿ ಆವರಣದಲ್ಲಿ ಸಮಾವೇಶಗೊಂಡು ಮುಖ್ಯಮಂತ್ರಿಗೆ ಬರೆದ ಮನವಿ ಪತ್ರವನ್ನು ಅಧಿಕಾರಿಗಳಿಗೆ ಸಲ್ಲಿಸಿದರು. ಕ್ಷೇತ್ರದ ಘನತೆಗೆ ಧಕ್ಕೆ ತರುವ ಪ್ರಯತ್ನಗಳನ್ನು ಸರ್ಕಾರ ತಡೆಯಬೇಕು, ಸುಳ್ಳು ಆರೋಪ ಮಾಡುವವರ ವಿರುದ್ಧ ಕಠಿಣ ಕ್ರಮ ಕೈಗೊಳ್ಳಬೇಕು ಎಂದು ಆಗ್ರಹಿಸಿದರು. ಪ್ರತಿಭಟನೆಯಲ್ಲಿ ವಿವಿಧ ಮಠಾಧೀಶರು, ಜನಪ್ರತಿನಿಧಿಗಳು ಹಾಗೂ ಮುಖಂಡರು ಭಾಗವಹಿಸಿದ್ದರು. ಕೋಟ್ಯಂತರ ಭಕ್ತರ ಶ್ರದ್ಧಾಕೇಂದ್ರವಾದ ಧರ್ಮಸ್ಥಳದ ಕುರಿತು ಅವಹೇಳನಕಾರಿ ಪೋಸ್ಟ್ ಹಾಕುವವರ ಮೇಲೆ ನಿಗಾ ಇಡಬೇಕು. ಸತ್ಯಾಂಶ ಹೊರಬರುವವರೆಗೆ ಯಾವುದೇ ಅಪಪ್ರಚಾರ ಮಾಡಬಾರದು ಎಂದು ಮುಖಂಡರು ಒತ್ತಾಯಿಸಿದರು. ಇದೇ ವೇಳೆ ಧರ್ಮಾಧಿಕಾರಿಗಳ ಪರವಾಗಿ ಘೋಷಣೆ ಕೂಗಿ ಬೆಂಬಲ ವ್ಯಕ್ತಪಡಿಸಲಾಯಿತು. (392, 262, 742, 344)
jatre-procession-photo[interactable] (634, 1170, 934, 1318)
